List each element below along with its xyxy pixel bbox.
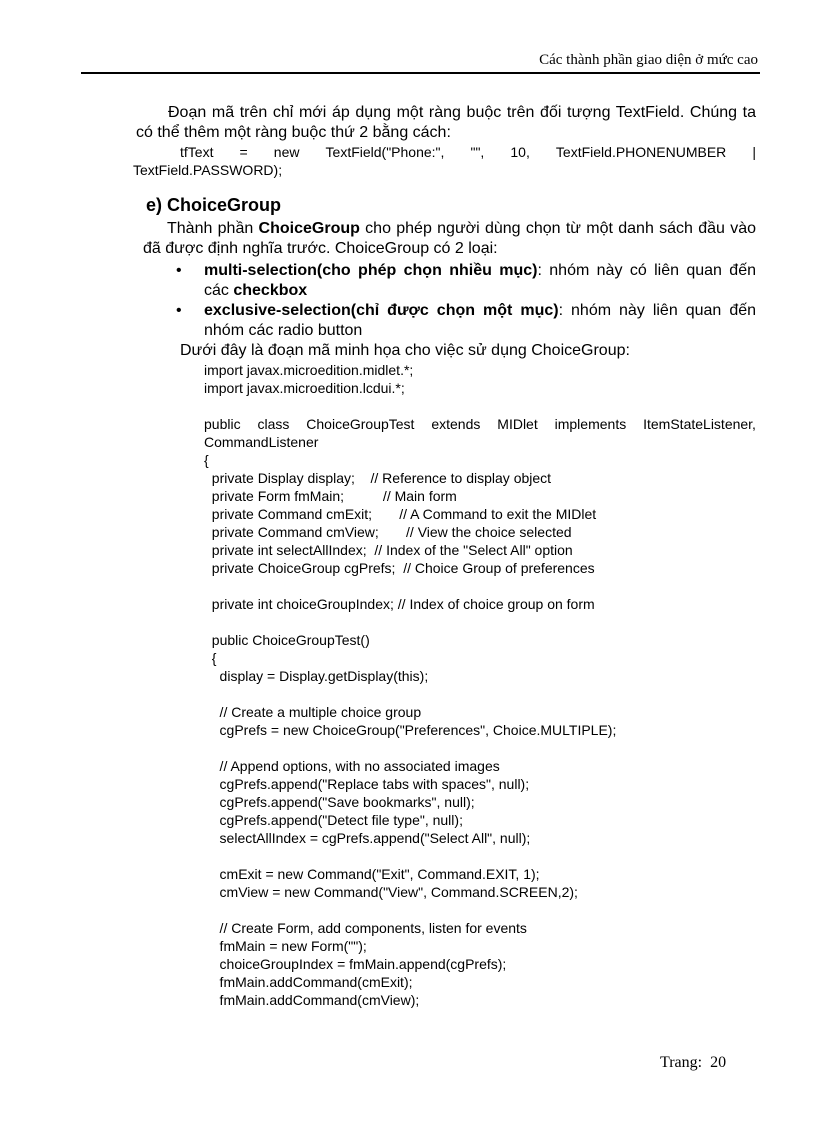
- code-line: cmView = new Command("View", Command.SCREEN,2);: [204, 884, 578, 900]
- choicegroup-paragraph: [143, 219, 756, 259]
- section-heading: e) ChoiceGroup: [146, 195, 282, 215]
- code-token: =: [239, 144, 248, 160]
- code-line: fmMain.addCommand(cmView);: [204, 992, 420, 1008]
- code-line: cgPrefs = new ChoiceGroup("Preferences", Choice.MULTIPLE);: [204, 722, 617, 738]
- bullet-bold: multi-selection(cho phép chọn nhiều mục): [204, 262, 538, 279]
- code-line: fmMain = new Form("");: [204, 938, 367, 954]
- code-line: // Append options, with no associated images: [204, 758, 500, 774]
- code-line: private ChoiceGroup cgPrefs; // Choice Group of preferences: [204, 560, 595, 576]
- para-text-post: cho phép người dùng chọn từ một danh sách đầu vào đã được định nghĩa trước. ChoiceGroup có 2 loại:: [143, 220, 757, 257]
- code-token: |: [752, 144, 756, 160]
- code-line: selectAllIndex = cgPrefs.append("Select All", null);: [204, 830, 531, 846]
- para-text-pre: Thành phần: [167, 220, 259, 237]
- running-header-title: Các thành phần giao diện ở mức cao: [539, 52, 758, 68]
- code-line: private Form fmMain; // Main form: [204, 488, 457, 504]
- para-bold-term: ChoiceGroup: [258, 220, 360, 237]
- bullet-bold-2: checkbox: [233, 282, 308, 299]
- code-token: new: [273, 144, 300, 160]
- code-token: 10,: [510, 144, 530, 160]
- header-divider: [81, 72, 760, 74]
- code-line: // Create a multiple choice group: [204, 704, 422, 720]
- code-token: TextField("Phone:",: [325, 144, 445, 160]
- code-token: TextField.PHONENUMBER: [555, 144, 727, 160]
- code-line: {: [204, 650, 217, 666]
- code-token: tfText: [180, 144, 214, 160]
- code-line: choiceGroupIndex = fmMain.append(cgPrefs);: [204, 956, 507, 972]
- code-line: CommandListener: [204, 434, 319, 450]
- list-item: [176, 261, 756, 301]
- code-line: cmExit = new Command("Exit", Command.EXIT, 1);: [204, 866, 540, 882]
- code-line: private int selectAllIndex; // Index of the "Select All" option: [204, 542, 573, 558]
- code-line: private Command cmView; // View the choice selected: [204, 524, 572, 540]
- code-line: fmMain.addCommand(cmExit);: [204, 974, 413, 990]
- list-item: [176, 301, 756, 341]
- choice-types-list: [176, 261, 756, 341]
- bullet-icon: •: [176, 302, 182, 319]
- code-line: public ChoiceGroupTest(): [204, 632, 370, 648]
- page-number-value: 20: [710, 1054, 727, 1071]
- code-line: cgPrefs.append("Detect file type", null);: [204, 812, 463, 828]
- textfield-code-line-2: TextField.PASSWORD);: [133, 162, 283, 178]
- code-line: private Display display; // Reference to display object: [204, 470, 552, 486]
- textfield-code-line-1: [180, 143, 756, 161]
- page-label: Trang:: [660, 1054, 703, 1071]
- code-line: import javax.microedition.lcdui.*;: [204, 380, 405, 396]
- code-line: private Command cmExit; // A Command to exit the MIDlet: [204, 506, 597, 522]
- code-line: {: [204, 452, 209, 468]
- code-line: display = Display.getDisplay(this);: [204, 668, 429, 684]
- bullet-bold: exclusive-selection(chỉ được chọn một mục): [204, 302, 559, 319]
- code-token: "",: [470, 144, 485, 160]
- bullet-text: : nhóm này liên quan đến nhóm các radio button: [204, 302, 757, 339]
- code-line: cgPrefs.append("Save bookmarks", null);: [204, 794, 475, 810]
- code-line: private int choiceGroupIndex; // Index of choice group on form: [204, 596, 595, 612]
- page-number: [660, 1054, 726, 1072]
- code-line: import javax.microedition.midlet.*;: [204, 362, 414, 378]
- code-line: // Create Form, add components, listen for events: [204, 920, 527, 936]
- bullet-text: : nhóm này có liên quan đến các: [204, 262, 757, 299]
- code-intro-text: Dưới đây là đoạn mã minh họa cho việc sử dụng ChoiceGroup:: [180, 342, 630, 359]
- intro-paragraph: Đoạn mã trên chỉ mới áp dụng một ràng buộc trên đối tượng TextField. Chúng ta có thể thêm một ràng buộc thứ 2 bằng cách:: [136, 104, 756, 141]
- code-line: cgPrefs.append("Replace tabs with spaces", null);: [204, 776, 530, 792]
- bullet-icon: •: [176, 262, 182, 279]
- code-line: public class ChoiceGroupTest extends MIDlet implements ItemStateListener,: [204, 416, 756, 432]
